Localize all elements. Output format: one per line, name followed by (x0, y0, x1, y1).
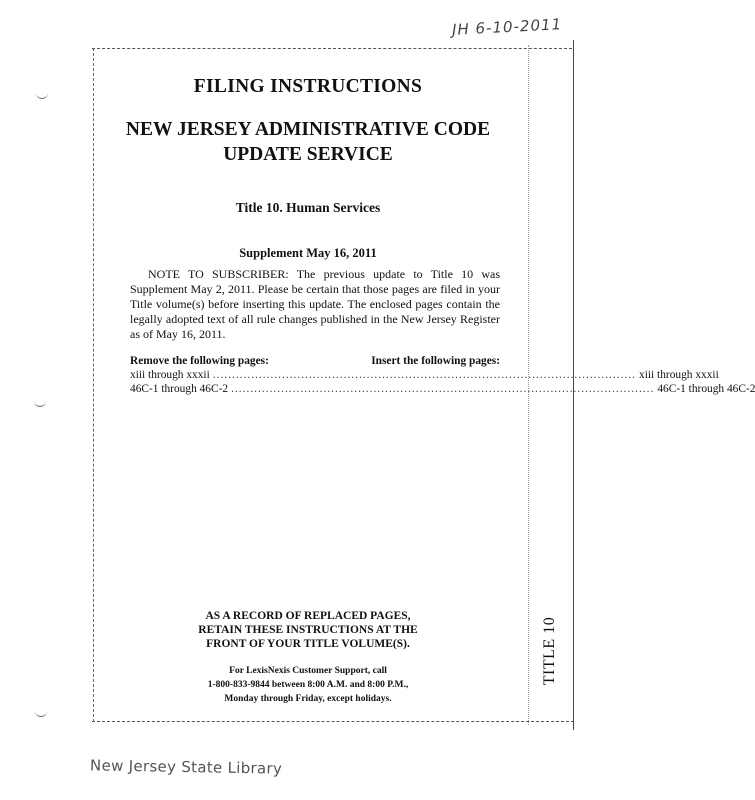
code-heading-line1: NEW JERSEY ADMINISTRATIVE CODE (125, 119, 491, 140)
leader-dots: .............................................................................................................. (231, 383, 655, 395)
table-row (130, 368, 719, 382)
bottom-border (92, 721, 574, 722)
support-line3: Monday through Friday, except holidays. (224, 694, 392, 704)
insert-pages: xiii through xxxii (639, 369, 719, 381)
note-to-subscriber: NOTE TO SUBSCRIBER: The previous update to Title 10 was Supplement May 2, 2011. Please be certain that those pages are filed in your Title volume(s) before inserting this update. The enclosed pages contain the legally adopted text of all rule changes published in the New Jersey Register as of May 16, 2011. (130, 267, 500, 341)
handwritten-note: JH 6-10-2011 (451, 15, 563, 39)
title-heading: Title 10. Human Services (235, 200, 381, 215)
insert-pages: 46C-1 through 46C-2 (657, 383, 755, 395)
support-line2: 1-800-833-9844 between 8:00 A.M. and 8:00 P.M., (207, 680, 409, 690)
table-row (130, 382, 755, 396)
scan-mark (34, 400, 46, 407)
title-tab-label: TITLE 10 (541, 616, 558, 686)
scan-mark (35, 710, 47, 717)
pages-table (130, 354, 755, 396)
remove-pages: xiii through xxxii (130, 369, 210, 381)
customer-support-info (92, 664, 524, 706)
support-line1: For LexisNexis Customer Support, call (229, 666, 387, 676)
library-stamp: New Jersey State Library (89, 756, 283, 778)
pages-table-header (130, 354, 500, 368)
remove-header: Remove the following pages: (130, 355, 269, 367)
supplement-heading: Supplement May 16, 2011 (239, 246, 377, 260)
code-heading (92, 117, 524, 167)
remove-pages: 46C-1 through 46C-2 (130, 383, 229, 395)
scan-mark (36, 92, 48, 99)
record-instructions (92, 609, 524, 651)
filing-instructions-heading: FILING INSTRUCTIONS (193, 76, 423, 97)
top-border (92, 48, 572, 49)
insert-header: Insert the following pages: (371, 355, 500, 367)
record-line3: FRONT OF YOUR TITLE VOLUME(S). (206, 638, 410, 650)
leader-dots: .............................................................................................................. (212, 369, 636, 381)
record-line1: AS A RECORD OF REPLACED PAGES, (205, 610, 411, 622)
code-heading-line2: UPDATE SERVICE (223, 144, 393, 165)
record-line2: RETAIN THESE INSTRUCTIONS AT THE (198, 624, 418, 636)
